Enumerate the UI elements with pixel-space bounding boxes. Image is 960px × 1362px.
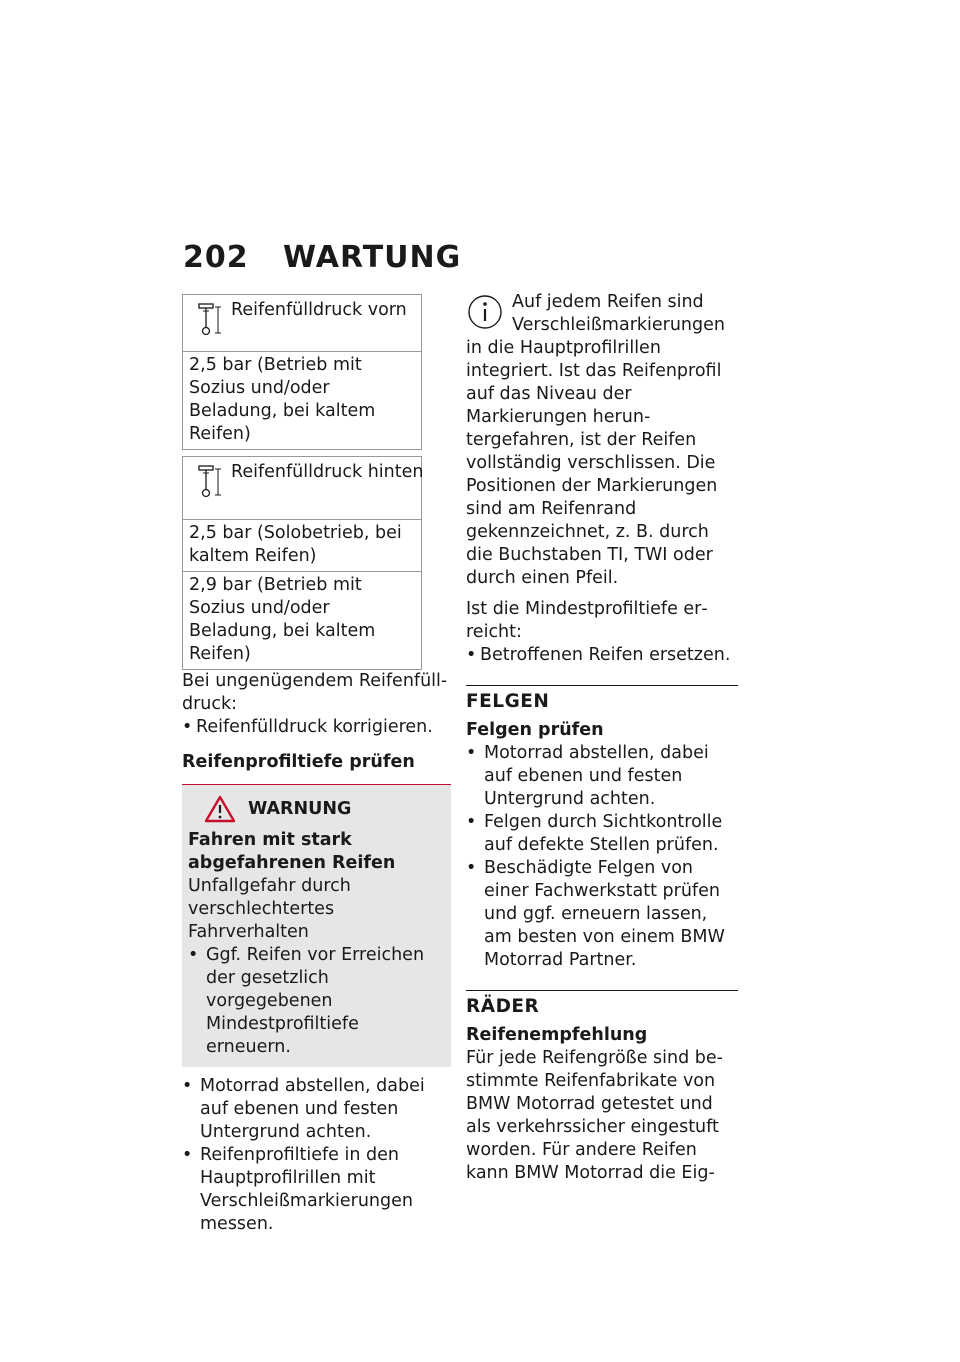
page-header — [183, 240, 461, 275]
info-icon — [466, 293, 504, 331]
rear-pressure-pillion: 2,9 bar (Betrieb mit Sozius und/oder Beladung, bei kaltem Reifen) — [183, 572, 421, 670]
tread-steps — [182, 1075, 450, 1236]
rear-pressure-solo: 2,5 bar (Solobetrieb, bei kaltem Reifen) — [183, 520, 421, 572]
warning-text: Unfallgefahr durch verschlechtertes Fahrverhalten — [188, 876, 351, 942]
rims-section-heading: FELGEN — [466, 685, 738, 713]
info-text: Auf jedem Reifen sind Verschleißmarkierungen in die Hauptprofilrillen integriert. Ist das Reifenprofil auf das Niveau der Markierungen heruntergefahren, ist der Reifen vollständig verschlissen. Die Positionen der Markierungen sind am Reifenrand gekennzeichnet, z. B. durch die Buchstaben TI, TWI oder durch einen Pfeil. — [466, 292, 725, 588]
min-depth-bullet: • Betroffenen Reifen ersetzen. — [466, 644, 738, 667]
info-note — [466, 291, 738, 590]
tread-step: • Motorrad abstellen, dabei auf ebenen und festen Untergrund achten. — [182, 1075, 450, 1144]
right-column — [466, 291, 738, 1185]
wheels-section-heading: RÄDER — [466, 990, 738, 1018]
tread-step: • Reifenprofiltiefe in den Hauptprofilrillen mit Verschleißmarkierungen messen. — [182, 1144, 450, 1236]
warning-triangle-icon — [204, 795, 236, 823]
chapter-title: WARTUNG — [283, 240, 462, 275]
rear-pressure-table — [182, 456, 422, 670]
left-column — [182, 294, 450, 1236]
front-pressure-value: 2,5 bar (Betrieb mit Sozius und/oder Beladung, bei kaltem Reifen) — [183, 352, 421, 450]
front-pressure-header — [183, 295, 421, 352]
rear-pressure-header — [183, 457, 424, 520]
low-pressure-bullet: • Reifenfülldruck korrigieren. — [182, 716, 450, 739]
front-pressure-label: Reifenfülldruck vorn — [231, 300, 407, 320]
rims-step: • Beschädigte Felgen von einer Fachwerkstatt prüfen und ggf. erneuern lassen, am besten von einem BMW Motorrad Partner. — [466, 857, 738, 972]
tyre-recommendation-text: Für jede Reifengröße sind bestimmte Reifenfabrikate von BMW Motorrad getestet und als verkehrssicher eingestuft worden. Für andere Reifen kann BMW Motorrad die Eig- — [466, 1048, 723, 1183]
tyre-recommendation-heading: Reifenempfehlung — [466, 1025, 648, 1045]
warning-title-row — [188, 795, 445, 823]
tread-depth-heading: Reifenprofiltiefe prüfen — [182, 752, 415, 772]
tire-pressure-gauge-icon — [197, 299, 223, 339]
warning-box — [182, 784, 451, 1067]
warning-headline: Fahren mit stark abgefahrenen Reifen — [188, 830, 396, 873]
low-pressure-intro: Bei ungenügendem Reifenfülldruck: — [182, 671, 448, 714]
front-pressure-table — [182, 294, 422, 450]
warning-title: WARNUNG — [248, 798, 352, 819]
tire-pressure-gauge-icon — [197, 461, 223, 501]
warning-bullet: • Ggf. Reifen vor Erreichen der gesetzlich vorgegebenen Mindestprofiltiefe erneuern. — [188, 944, 445, 1059]
rear-pressure-label: Reifenfülldruck hinten — [231, 462, 424, 482]
rims-check-heading: Felgen prüfen — [466, 720, 604, 740]
rims-step: • Motorrad abstellen, dabei auf ebenen und festen Untergrund achten. — [466, 742, 738, 811]
rims-step: • Felgen durch Sichtkontrolle auf defekte Stellen prüfen. — [466, 811, 738, 857]
min-depth-intro: Ist die Mindestprofiltiefe erreicht: — [466, 599, 708, 642]
page-number: 202 — [183, 240, 249, 275]
